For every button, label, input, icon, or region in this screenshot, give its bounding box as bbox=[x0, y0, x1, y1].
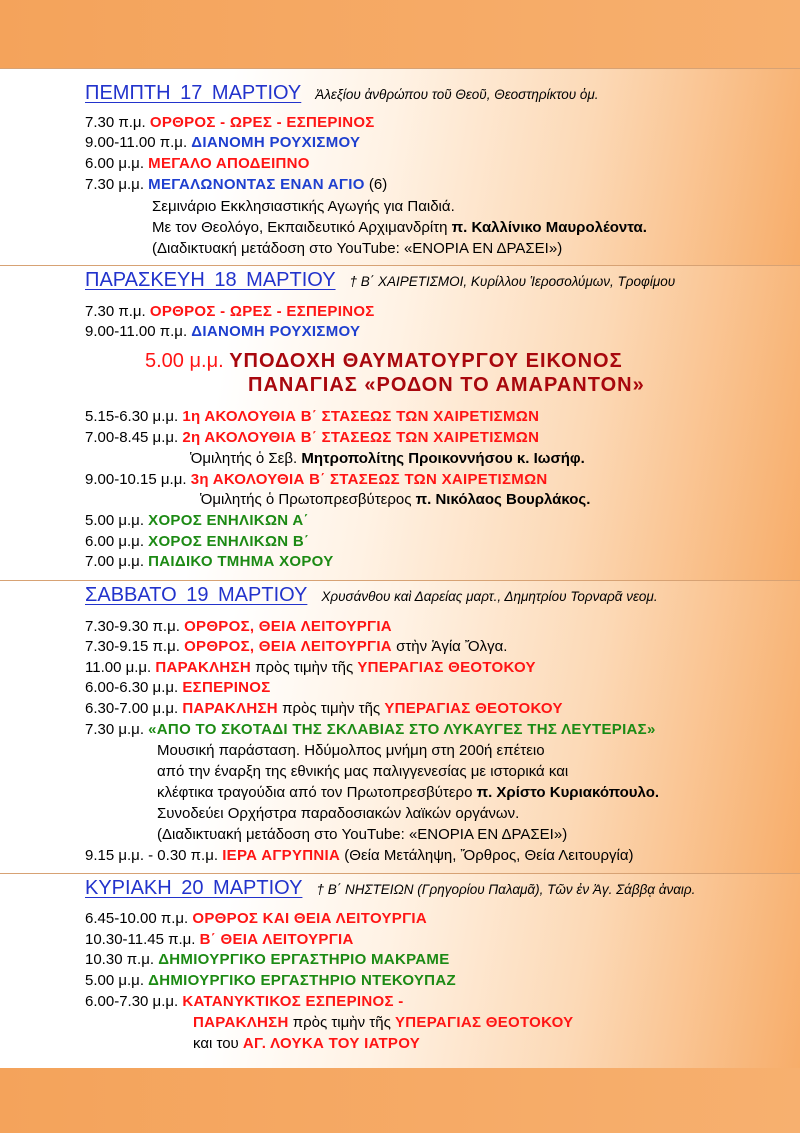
stream-text: (Διαδικτυακή μετάδοση στο YouTube: «ΕΝΟΡΙΑ ΕΝ ΔΡΑΣΕΙ») bbox=[152, 240, 563, 257]
feast-of-day: † Β΄ ΝΗΣΤΕΙΩΝ (Γρηγορίου Παλαμᾶ), Τῶν ἐν Ἁγ. Σάββᾳ ἀναιρ. bbox=[316, 882, 696, 897]
schedule-line bbox=[85, 323, 360, 341]
event-connector: και του bbox=[193, 1035, 239, 1052]
feast-of-day: Χρυσάνθου καὶ Δαρείας μαρτ., Δημητρίου Τορναρᾶ νεομ. bbox=[321, 589, 658, 604]
schedule-line bbox=[85, 972, 456, 990]
time-label: 9.15 μ.μ. - 0.30 π.μ. bbox=[85, 847, 219, 864]
icon-reception-title: ΥΠΟΔΟΧΗ ΘΑΥΜΑΤΟΥΡΓΟΥ ΕΙΚΟΝΟΣ bbox=[229, 350, 623, 372]
time-label: 6.00-6.30 μ.μ. bbox=[85, 679, 179, 696]
day-header-friday bbox=[85, 269, 675, 295]
seminar-text: Σεμινάριο Εκκλησιαστικής Αγωγής για Παιδιά. bbox=[152, 198, 455, 215]
stream-note bbox=[152, 240, 562, 258]
day-header-thursday bbox=[85, 82, 599, 108]
bottom-decor-band bbox=[0, 1068, 800, 1133]
event-label: ΟΡΘΡΟΣ, ΘΕΙΑ ΛΕΙΤΟΥΡΓΙΑ bbox=[184, 638, 392, 655]
event-label: ΧΟΡΟΣ ΕΝΗΛΙΚΩΝ Β΄ bbox=[148, 533, 310, 550]
event-honoree: ΑΓ. ΛΟΥΚΑ ΤΟΥ ΙΑΤΡΟΥ bbox=[242, 1035, 421, 1052]
event-label: 2η ΑΚΟΛΟΥΘΙΑ Β΄ ΣΤΑΣΕΩΣ ΤΩΝ ΧΑΙΡΕΤΙΣΜΩΝ bbox=[182, 429, 540, 446]
day-header-saturday bbox=[85, 584, 658, 610]
schedule-line bbox=[85, 910, 427, 928]
time-label: 5.00 μ.μ. bbox=[85, 512, 144, 529]
speaker-label: Ὁμιλητής ὁ Σεβ. bbox=[190, 450, 298, 467]
event-label: 3η ΑΚΟΛΟΥΘΙΑ Β΄ ΣΤΑΣΕΩΣ ΤΩΝ ΧΑΙΡΕΤΙΣΜΩΝ bbox=[190, 471, 548, 488]
time-label: 7.30 π.μ. bbox=[85, 114, 146, 131]
time-label: 7.30-9.15 π.μ. bbox=[85, 638, 180, 655]
performance-description bbox=[157, 763, 568, 781]
speaker-name: π. Νικόλαος Βουρλάκος. bbox=[415, 491, 591, 508]
stream-text: (Διαδικτυακή μετάδοση στο YouTube: «ΕΝΟΡΙΑ ΕΝ ΔΡΑΣΕΙ») bbox=[157, 826, 568, 843]
day-title: ΠΑΡΑΣΚΕΥΗ 18 ΜΑΡΤΙΟΥ bbox=[85, 269, 336, 291]
event-label: ΔΙΑΝΟΜΗ ΡΟΥΧΙΣΜΟΥ bbox=[191, 134, 361, 151]
schedule-line bbox=[85, 618, 392, 636]
time-label: 7.30 π.μ. bbox=[85, 303, 146, 320]
event-label: ΕΣΠΕΡΙΝΟΣ bbox=[182, 679, 271, 696]
event-connector: πρὸς τιμὴν τῆς bbox=[292, 1014, 391, 1031]
time-label: 6.00-7.30 μ.μ. bbox=[85, 993, 179, 1010]
event-label: ΙΕΡΑ ΑΓΡΥΠΝΙΑ bbox=[222, 847, 341, 864]
time-label: 7.00-8.45 μ.μ. bbox=[85, 429, 179, 446]
time-label: 9.00-11.00 π.μ. bbox=[85, 134, 188, 151]
event-place: στὴν Ἁγία Ὄλγα. bbox=[396, 638, 508, 655]
event-label: ΜΕΓΑΛΟ ΑΠΟΔΕΙΠΝΟ bbox=[148, 155, 310, 172]
performance-text: από την έναρξη της εθνικής μας παλιγγενεσίας με ιστορικά και bbox=[157, 763, 569, 780]
event-label: ΟΡΘΡΟΣ, ΘΕΙΑ ΛΕΙΤΟΥΡΓΙΑ bbox=[184, 618, 392, 635]
schedule-line bbox=[85, 553, 334, 571]
event-label: ΠΑΡΑΚΛΗΣΗ bbox=[193, 1014, 289, 1031]
schedule-line bbox=[85, 408, 539, 426]
performance-text: κλέφτικα τραγούδια από τον Πρωτοπρεσβύτερο bbox=[157, 784, 473, 801]
time-label: 5.15-6.30 μ.μ. bbox=[85, 408, 179, 425]
speaker-name: Μητροπολίτης Προικοννήσου κ. Ιωσήφ. bbox=[301, 450, 585, 467]
time-label: 10.30 π.μ. bbox=[85, 951, 155, 968]
time-label: 6.30-7.00 μ.μ. bbox=[85, 700, 179, 717]
time-label: 6.00 μ.μ. bbox=[85, 533, 144, 550]
performance-description bbox=[157, 805, 519, 823]
feast-of-day: † Β΄ ΧΑΙΡΕΤΙΣΜΟΙ, Κυρίλλου Ἱεροσολύμων, Τροφίμου bbox=[349, 274, 676, 289]
event-label: ΠΑΙΔΙΚΟ ΤΜΗΜΑ ΧΟΡΟΥ bbox=[148, 553, 334, 570]
seminar-with: Με τον Θεολόγο, Εκπαιδευτικό Αρχιμανδρίτη bbox=[152, 219, 448, 236]
schedule-line bbox=[85, 471, 548, 489]
event-label: ΔΗΜΙΟΥΡΓΙΚΟ ΕΡΓΑΣΤΗΡΙΟ ΜΑΚΡΑΜΕ bbox=[158, 951, 450, 968]
event-label: ΟΡΘΡΟΣ ΚΑΙ ΘΕΙΑ ΛΕΙΤΟΥΡΓΙΑ bbox=[192, 910, 428, 927]
seminar-description bbox=[152, 198, 455, 216]
speaker-line bbox=[200, 491, 590, 509]
speaker-label: Ὁμιλητής ὁ Πρωτοπρεσβύτερος bbox=[200, 491, 412, 508]
event-label: ΠΑΡΑΚΛΗΣΗ bbox=[155, 659, 251, 676]
icon-reception-title: ΠΑΝΑΓΙΑΣ «ΡΟΔΟΝ ΤΟ ΑΜΑΡΑΝΤΟΝ» bbox=[248, 374, 645, 396]
performance-description bbox=[157, 742, 545, 760]
day-title: ΣΑΒΒΑΤΟ 19 ΜΑΡΤΙΟΥ bbox=[85, 584, 308, 606]
event-label: ΜΕΓΑΛΩΝΟΝΤΑΣ ΕΝΑΝ ΑΓΙΟ bbox=[148, 176, 365, 193]
time-label: 7.30 μ.μ. bbox=[85, 721, 144, 738]
event-label: 1η ΑΚΟΛΟΥΘΙΑ Β΄ ΣΤΑΣΕΩΣ ΤΩΝ ΧΑΙΡΕΤΙΣΜΩΝ bbox=[182, 408, 540, 425]
time-label: 5.00 μ.μ. bbox=[85, 972, 144, 989]
schedule-line bbox=[85, 114, 375, 132]
time-label: 11.00 μ.μ. bbox=[85, 659, 152, 676]
event-note: (Θεία Μετάληψη, Ὄρθρος, Θεία Λειτουργία) bbox=[344, 847, 634, 864]
time-label: 7.00 μ.μ. bbox=[85, 553, 144, 570]
time-label: 9.00-11.00 π.μ. bbox=[85, 323, 188, 340]
speaker-line bbox=[190, 450, 585, 468]
day-title: ΚΥΡΙΑΚΗ 20 ΜΑΡΤΙΟΥ bbox=[85, 877, 303, 899]
schedule-line bbox=[85, 176, 387, 194]
icon-reception-line bbox=[145, 349, 623, 373]
event-honoree: ΥΠΕΡΑΓΙΑΣ ΘΕΟΤΟΚΟΥ bbox=[384, 700, 563, 717]
stream-note bbox=[157, 826, 567, 844]
schedule-line bbox=[85, 847, 634, 865]
event-label: ΔΗΜΙΟΥΡΓΙΚΟ ΕΡΓΑΣΤΗΡΙΟ ΝΤΕΚΟΥΠΑΖ bbox=[148, 972, 456, 989]
schedule-line bbox=[85, 638, 507, 656]
day-title: ΠΕΜΠΤΗ 17 ΜΑΡΤΙΟΥ bbox=[85, 82, 302, 104]
event-note: (6) bbox=[368, 176, 388, 193]
event-connector: πρὸς τιμὴν τῆς bbox=[255, 659, 354, 676]
time-label: 10.30-11.45 π.μ. bbox=[85, 931, 196, 948]
time-label: 6.45-10.00 π.μ. bbox=[85, 910, 189, 927]
event-connector: πρὸς τιμὴν τῆς bbox=[282, 700, 381, 717]
top-decor-band bbox=[0, 0, 800, 68]
event-honoree: ΥΠΕΡΑΓΙΑΣ ΘΕΟΤΟΚΟΥ bbox=[394, 1014, 574, 1031]
event-label: ΔΙΑΝΟΜΗ ΡΟΥΧΙΣΜΟΥ bbox=[191, 323, 361, 340]
schedule-line bbox=[85, 931, 354, 949]
day-header-sunday bbox=[85, 877, 695, 903]
schedule-line bbox=[85, 429, 539, 447]
seminar-speaker-line bbox=[152, 219, 647, 237]
time-label: 7.30 μ.μ. bbox=[85, 176, 144, 193]
performance-title: «ΑΠΟ ΤΟ ΣΚΟΤΑΔΙ ΤΗΣ ΣΚΛΑΒΙΑΣ ΣΤΟ ΛΥΚΑΥΓΕΣ ΤΗΣ ΛΕΥΤΕΡΙΑΣ» bbox=[148, 721, 656, 738]
event-label: Β΄ ΘΕΙΑ ΛΕΙΤΟΥΡΓΙΑ bbox=[199, 931, 354, 948]
event-label: ΧΟΡΟΣ ΕΝΗΛΙΚΩΝ Α΄ bbox=[148, 512, 309, 529]
schedule-line bbox=[85, 134, 360, 152]
schedule-line bbox=[85, 721, 656, 739]
paraklisi-line bbox=[193, 1014, 573, 1032]
event-label: ΟΡΘΡΟΣ - ΩΡΕΣ - ΕΣΠΕΡΙΝΟΣ bbox=[149, 303, 375, 320]
schedule-line bbox=[85, 533, 309, 551]
schedule-line bbox=[85, 155, 310, 173]
time-label: 6.00 μ.μ. bbox=[85, 155, 144, 172]
performer-name: π. Χρίστο Κυριακόπουλο. bbox=[476, 784, 660, 801]
paraklisi-line bbox=[193, 1035, 420, 1053]
performance-description bbox=[157, 784, 659, 802]
icon-reception-line bbox=[248, 373, 645, 397]
schedule-line bbox=[85, 303, 375, 321]
feast-of-day: Ἀλεξίου ἀνθρώπου τοῦ Θεοῦ, Θεοστηρίκτου ὁμ. bbox=[315, 87, 599, 102]
event-honoree: ΥΠΕΡΑΓΙΑΣ ΘΕΟΤΟΚΟΥ bbox=[357, 659, 536, 676]
performance-text: Μουσική παράσταση. Ηδύμολπος μνήμη στη 200ή επέτειο bbox=[157, 742, 545, 759]
event-label: ΟΡΘΡΟΣ - ΩΡΕΣ - ΕΣΠΕΡΙΝΟΣ bbox=[149, 114, 375, 131]
icon-reception-time: 5.00 μ.μ. bbox=[145, 350, 224, 372]
schedule-line bbox=[85, 993, 404, 1011]
event-label: ΠΑΡΑΚΛΗΣΗ bbox=[182, 700, 278, 717]
schedule-line bbox=[85, 659, 536, 677]
schedule-line bbox=[85, 951, 450, 969]
seminar-speaker: π. Καλλίνικο Μαυρολέοντα. bbox=[451, 219, 647, 236]
schedule-line bbox=[85, 512, 309, 530]
time-label: 7.30-9.30 π.μ. bbox=[85, 618, 180, 635]
event-label: ΚΑΤΑΝΥΚΤΙΚΟΣ ΕΣΠΕΡΙΝΟΣ - bbox=[182, 993, 404, 1010]
schedule-line bbox=[85, 700, 563, 718]
performance-text: Συνοδεύει Ορχήστρα παραδοσιακών λαϊκών οργάνων. bbox=[157, 805, 520, 822]
schedule-line bbox=[85, 679, 271, 697]
time-label: 9.00-10.15 μ.μ. bbox=[85, 471, 187, 488]
